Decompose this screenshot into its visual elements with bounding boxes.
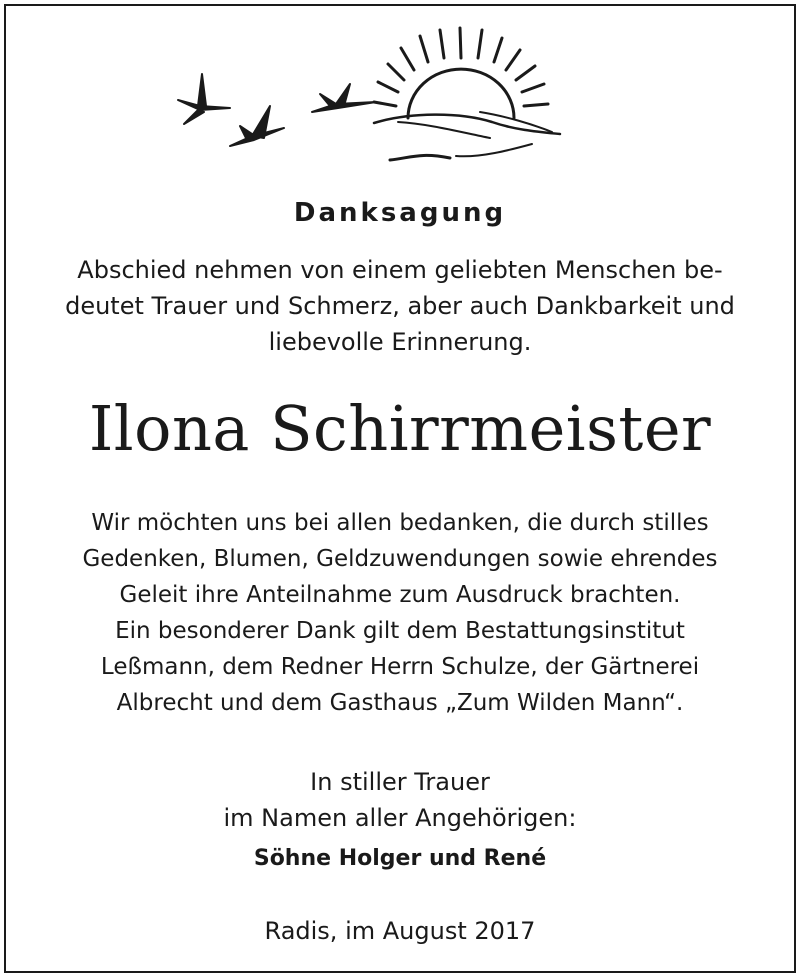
thanks-line: Albrecht und dem Gasthaus „Zum Wilden Mann“. xyxy=(116,690,684,716)
closing-text xyxy=(0,764,800,836)
thanks-line: Ein besonderer Dank gilt dem Bestattungsinstitut xyxy=(115,618,685,644)
thanks-line: Gedenken, Blumen, Geldzuwendungen sowie ehrendes xyxy=(82,546,718,572)
intro-line: Abschied nehmen von einem geliebten Menschen be- xyxy=(77,256,723,284)
deceased-name: Ilona Schirrmeister xyxy=(88,392,712,465)
intro-line: liebevolle Erinnerung. xyxy=(268,328,532,356)
sunset-birds-icon xyxy=(160,20,600,175)
intro-line: deutet Trauer und Schmerz, aber auch Dankbarkeit und xyxy=(65,292,735,320)
thanks-line: Geleit ihre Anteilnahme zum Ausdruck brachten. xyxy=(119,582,681,608)
place-date: Radis, im August 2017 xyxy=(264,917,536,945)
thanks-line: Leßmann, dem Redner Herrn Schulze, der Gärtnerei xyxy=(100,654,700,680)
notice-heading: Danksagung xyxy=(293,198,507,228)
intro-text xyxy=(0,252,800,360)
thanks-text xyxy=(0,505,800,721)
closing-line: im Namen aller Angehörigen: xyxy=(223,804,577,832)
thanks-line: Wir möchten uns bei allen bedanken, die durch stilles xyxy=(91,510,709,536)
signature: Söhne Holger und René xyxy=(253,846,547,871)
closing-line: In stiller Trauer xyxy=(310,768,490,796)
